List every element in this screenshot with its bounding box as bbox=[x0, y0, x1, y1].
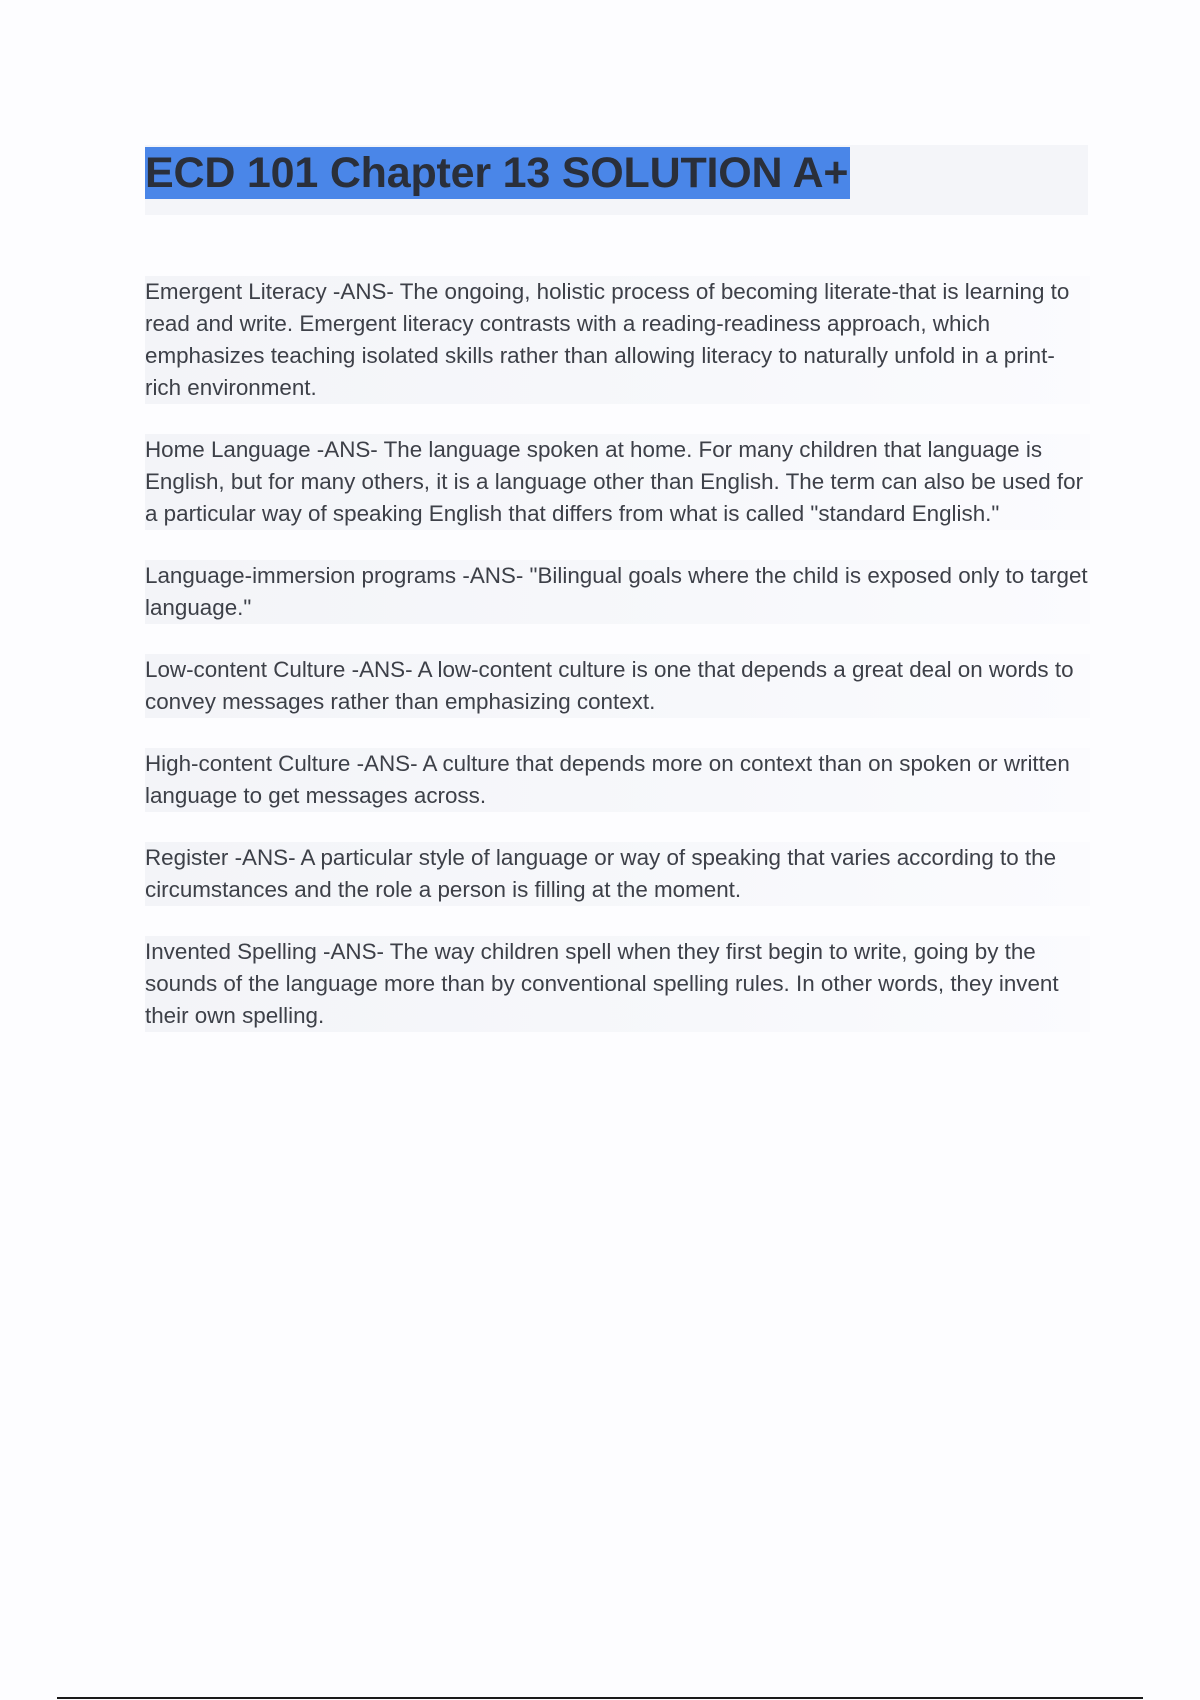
glossary-entry[interactable] bbox=[145, 434, 1090, 530]
glossary-entry[interactable] bbox=[145, 936, 1090, 1032]
entry-separator: -ANS- bbox=[228, 845, 301, 870]
entry-definition: The language spoken at home. For many children that language is English, but for many others, it is a language other than English. The term can also be used for a particular way of speaking English that differs from what is called "standard English." bbox=[145, 437, 1084, 526]
entry-separator: -ANS- bbox=[326, 279, 400, 304]
entry-separator: -ANS- bbox=[350, 751, 423, 776]
glossary-entry[interactable] bbox=[145, 748, 1090, 812]
glossary-entry[interactable] bbox=[145, 560, 1090, 624]
entry-separator: -ANS- bbox=[310, 437, 384, 462]
entry-term: Register bbox=[145, 845, 229, 870]
entry-term: Language-immersion programs bbox=[145, 563, 457, 588]
entry-term: Emergent Literacy bbox=[145, 279, 327, 304]
glossary-entry[interactable] bbox=[145, 276, 1090, 404]
entry-definition: A particular style of language or way of speaking that varies according to the circumstances and the role a person is filling at the moment. bbox=[145, 845, 1057, 902]
document-title[interactable]: ECD 101 Chapter 13 SOLUTION A+ bbox=[145, 149, 849, 197]
entry-definition: A culture that depends more on context than on spoken or written language to get messages across. bbox=[145, 751, 1070, 808]
entry-separator: -ANS- bbox=[456, 563, 530, 588]
glossary-entry[interactable] bbox=[145, 654, 1090, 718]
entry-term: Invented Spelling bbox=[145, 939, 317, 964]
glossary-list bbox=[145, 276, 1090, 1062]
entry-separator: -ANS- bbox=[345, 657, 418, 682]
entry-term: High-content Culture bbox=[145, 751, 351, 776]
entry-definition: The way children spell when they first begin to write, going by the sounds of the language more than by conventional spelling rules. In other words, they invent their own spelling. bbox=[145, 939, 1059, 1028]
glossary-entry[interactable] bbox=[145, 842, 1090, 906]
footer-divider bbox=[57, 1697, 1143, 1699]
entry-definition: "Bilingual goals where the child is exposed only to target language." bbox=[145, 563, 1088, 620]
entry-definition: The ongoing, holistic process of becoming literate-that is learning to read and write. Emergent literacy contrasts with a reading-readiness approach, which emphasizes teaching isolated skills rather than allowing literacy to naturally unfold in a print-rich environment. bbox=[145, 279, 1070, 400]
entry-definition: A low-content culture is one that depends a great deal on words to convey messages rather than emphasizing context. bbox=[145, 657, 1074, 714]
entry-term: Low-content Culture bbox=[145, 657, 346, 682]
entry-separator: -ANS- bbox=[316, 939, 390, 964]
entry-term: Home Language bbox=[145, 437, 311, 462]
